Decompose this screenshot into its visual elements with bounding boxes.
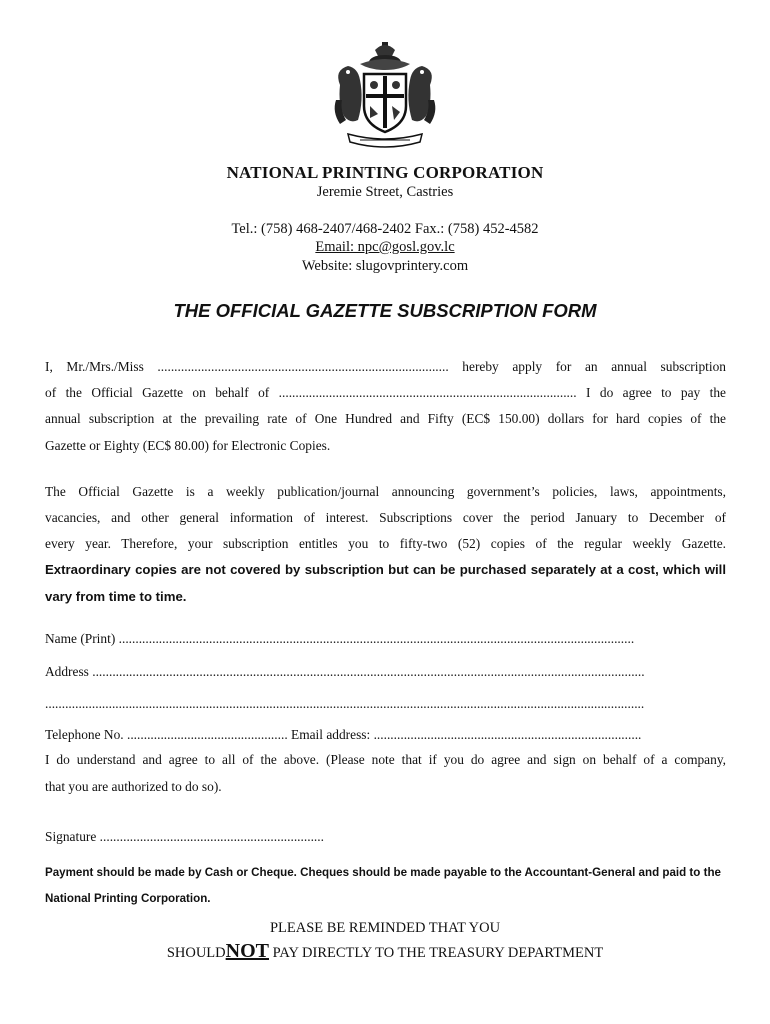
intro-line: annual subscription at the prevailing rate of One Hundred and Fifty (EC$ 150.00) dollars for hard copies of the [45,411,726,426]
info-line: every year. Therefore, your subscription entitles you to fifty-two (52) copies of the regular weekly Gazette. [45,536,726,551]
intro-line: Gazette or Eighty (EC$ 80.00) for Electronic Copies. [45,438,331,453]
name-field[interactable]: Name (Print) .......................................................................................................................................................... [45,631,635,646]
address-field[interactable]: Address ..................................................................................................................................................................... [45,664,645,679]
info-line: vacancies, and other general information of interest. Subscriptions cover the period January to December of [45,510,726,525]
street-address: Jeremie Street, Castries [316,184,454,200]
reminder-emphasis: NOT [225,940,269,962]
phone-fax: Tel.: (758) 468-2407/468-2402 Fax.: (758) 452-4582 [231,221,539,237]
reminder-line-1: PLEASE BE REMINDED THAT YOU [269,920,501,936]
payment-note-line: Payment should be made by Cash or Cheque. Cheques should be made payable to the Accountant-General and paid to the [45,866,721,879]
intro-line: of the Official Gazette on behalf of ......................................................................................... I do agree to pay the [45,385,726,400]
organization-name: NATIONAL PRINTING CORPORATION [226,163,544,182]
agreement-line: I do understand and agree to all of the above. (Please note that if you do agree and sign on behalf of a company, [45,752,726,767]
form-title: THE OFFICIAL GAZETTE SUBSCRIPTION FORM [173,300,597,321]
website: Website: slugovprintery.com [301,258,469,274]
agreement-line: that you are authorized to do so). [45,779,222,794]
coat-of-arms-emblem [330,40,440,152]
intro-line: I, Mr./Mrs./Miss ....................................................................................... hereby apply for an annual subscription [45,359,726,374]
payment-note-line: National Printing Corporation. [45,892,211,905]
reminder-line-2 [0,940,770,963]
signature-field[interactable]: Signature ................................................................... [45,829,324,844]
address-continuation-field[interactable]: ................................................................................................................................................................................... [45,696,645,711]
extraordinary-note-line: Extraordinary copies are not covered by subscription but can be purchased separately at a cost, which will [45,562,726,577]
info-line: The Official Gazette is a weekly publication/journal announcing government’s policies, laws, appointments, [45,484,726,499]
extraordinary-note-line: vary from time to time. [45,589,187,604]
email-link[interactable]: Email: npc@gosl.gov.lc [315,239,455,255]
reminder-suffix: PAY DIRECTLY TO THE TREASURY DEPARTMENT [272,945,604,961]
reminder-prefix: SHOULD [166,945,226,961]
telephone-email-fields[interactable]: Telephone No. ................................................ Email address: ................................................................................ [45,727,642,742]
